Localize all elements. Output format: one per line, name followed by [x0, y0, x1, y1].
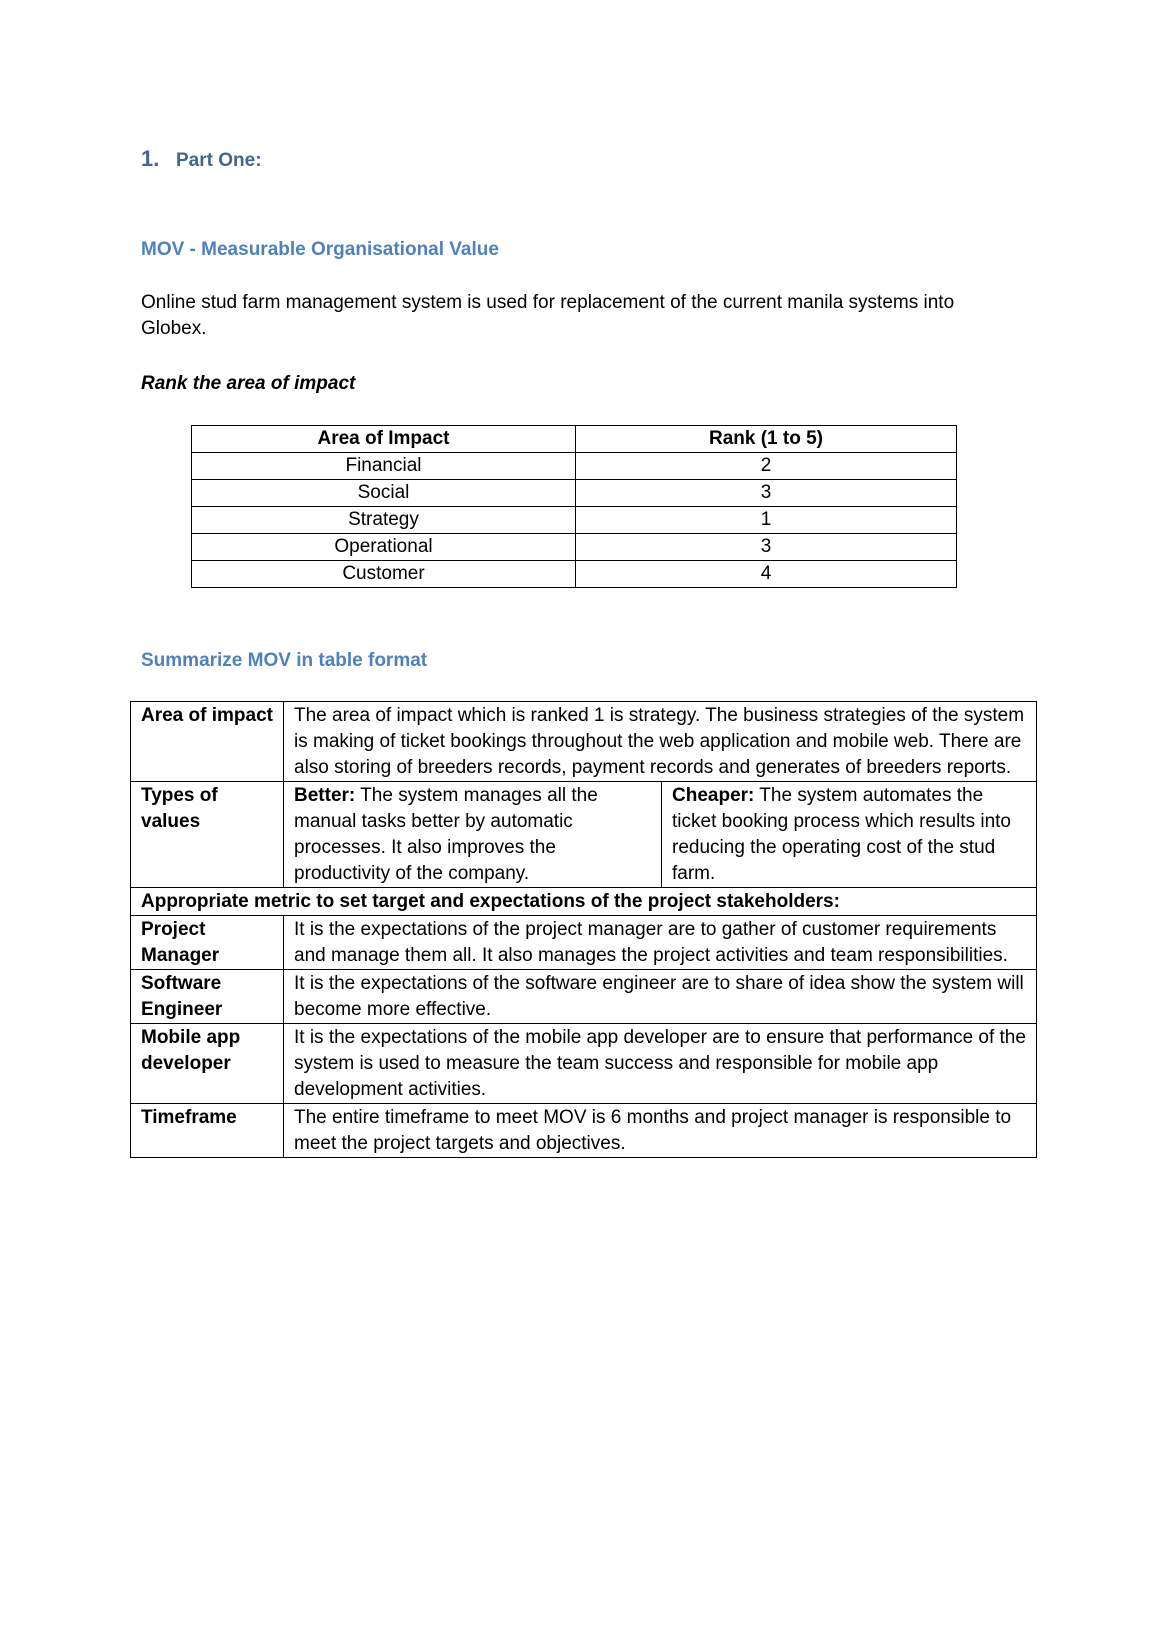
cheaper-value-cell: [662, 782, 1037, 888]
area-of-impact-text: The area of impact which is ranked 1 is strategy. The business strategies of the system is making of ticket bookings throughout the web application and mobile web. There are also storing of breeders records, payment records and generates of breeders reports.: [284, 702, 1037, 782]
rank-table-header-row: [192, 426, 957, 453]
rank-area-cell: Social: [192, 480, 576, 507]
timeframe-label: Timeframe: [131, 1104, 284, 1158]
table-row: [192, 534, 957, 561]
rank-area-cell: Financial: [192, 453, 576, 480]
mobile-app-developer-label: Mobile app developer: [131, 1024, 284, 1104]
rank-heading: Rank the area of impact: [141, 373, 356, 394]
area-of-impact-label: Area of impact: [131, 702, 284, 782]
types-of-values-label: Types of values: [131, 782, 284, 888]
section-number: 1.: [141, 146, 160, 171]
rank-value-cell: 4: [576, 561, 957, 588]
mov-heading: MOV - Measurable Organisational Value: [141, 239, 499, 260]
rank-value-cell: 3: [576, 480, 957, 507]
timeframe-text: The entire timeframe to meet MOV is 6 months and project manager is responsible to meet the project targets and objectives.: [284, 1104, 1037, 1158]
section-title: Part One:: [176, 150, 262, 171]
mov-summary-table: [130, 701, 1037, 1158]
project-manager-label: Project Manager: [131, 916, 284, 970]
table-row: [131, 916, 1037, 970]
table-row: [131, 1104, 1037, 1158]
rank-value-cell: 2: [576, 453, 957, 480]
table-row: [192, 453, 957, 480]
intro-paragraph: Online stud farm management system is used for replacement of the current manila systems into Globex.: [141, 292, 955, 339]
rank-table-header-area: Area of Impact: [192, 426, 576, 453]
table-row: [192, 507, 957, 534]
table-row: [131, 702, 1037, 782]
rank-table-header-rank: Rank (1 to 5): [576, 426, 957, 453]
cheaper-text: The system automates the ticket booking process which results into reducing the operating cost of the stud farm.: [672, 785, 1011, 884]
table-row: [131, 888, 1037, 916]
rank-value-cell: 3: [576, 534, 957, 561]
rank-value-cell: 1: [576, 507, 957, 534]
rank-area-cell: Customer: [192, 561, 576, 588]
rank-table: [191, 425, 957, 588]
table-row: [192, 561, 957, 588]
better-label: Better:: [294, 785, 356, 806]
rank-area-cell: Operational: [192, 534, 576, 561]
mobile-app-developer-text: It is the expectations of the mobile app developer are to ensure that performance of the system is used to measure the team success and responsible for mobile app development activities.: [284, 1024, 1037, 1104]
software-engineer-label: Software Engineer: [131, 970, 284, 1024]
project-manager-text: It is the expectations of the project manager are to gather of customer requirements and manage them all. It also manages the project activities and team responsibilities.: [284, 916, 1037, 970]
section-heading: [141, 144, 262, 176]
table-row: [131, 782, 1037, 888]
software-engineer-text: It is the expectations of the software engineer are to share of idea show the system will become more effective.: [284, 970, 1037, 1024]
better-text: The system manages all the manual tasks better by automatic processes. It also improves the productivity of the company.: [294, 785, 598, 884]
table-row: [131, 1024, 1037, 1104]
cheaper-label: Cheaper:: [672, 785, 755, 806]
metric-row: Appropriate metric to set target and expectations of the project stakeholders:: [131, 888, 1037, 916]
rank-area-cell: Strategy: [192, 507, 576, 534]
better-value-cell: [284, 782, 662, 888]
table-row: [131, 970, 1037, 1024]
summary-heading: Summarize MOV in table format: [141, 650, 428, 671]
table-row: [192, 480, 957, 507]
